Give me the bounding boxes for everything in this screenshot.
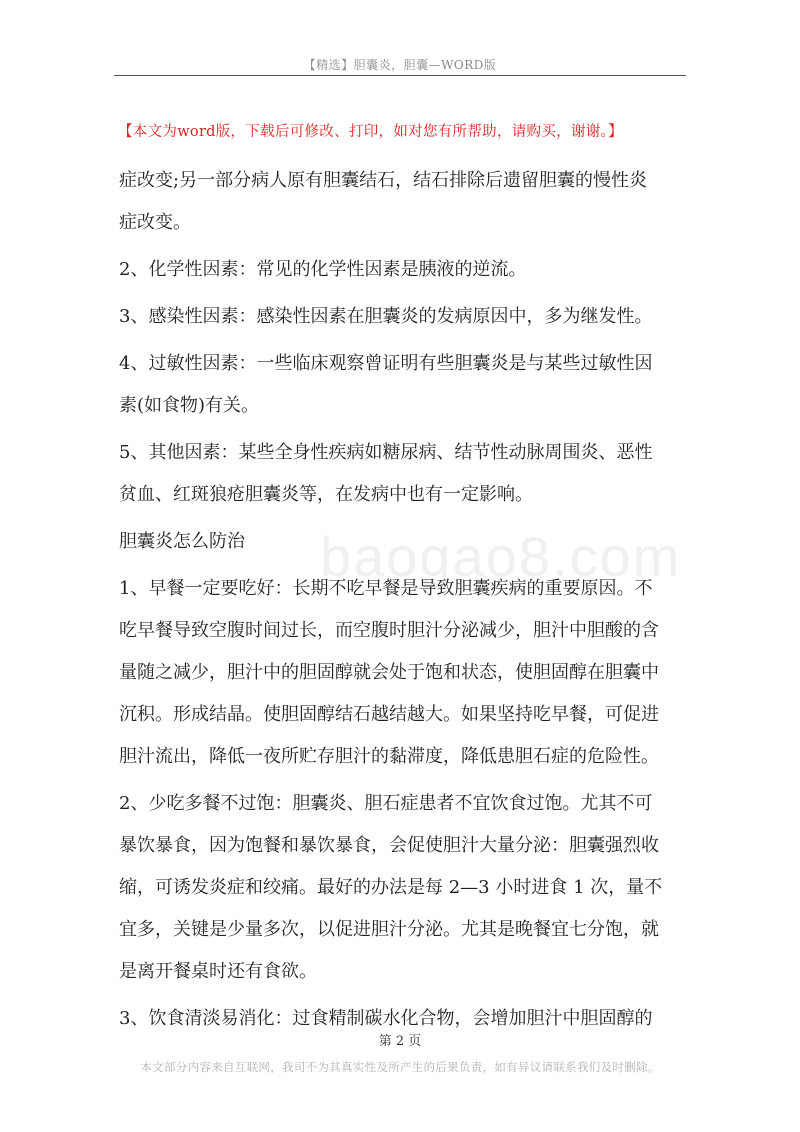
page-header-title: 【精选】胆囊炎，胆囊—WORD版 bbox=[303, 58, 497, 72]
body-line: 症改变。 bbox=[119, 212, 191, 233]
body-line: 素(如食物)有关。 bbox=[119, 395, 260, 416]
body-line: 5、其他因素：某些全身性疾病如糖尿病、结节性动脉周围炎、恶性 bbox=[119, 442, 653, 463]
download-notice: 【本文为word版，下载后可修改、打印，如对您有所帮助，请购买，谢谢。】 bbox=[118, 124, 623, 140]
body-line: 宜多，关键是少量多次，以促进胆汁分泌。尤其是晚餐宜七分饱，就 bbox=[119, 919, 659, 940]
header-divider bbox=[114, 75, 686, 76]
body-line: 贫血、红斑狼疮胆囊炎等，在发病中也有一定影响。 bbox=[119, 484, 533, 505]
watermark-text: baogao8.com bbox=[320, 525, 682, 588]
body-line: 沉积。形成结晶。使胆固醇结石越结越大。如果坚持吃早餐，可促进 bbox=[119, 704, 659, 725]
body-line: 2、少吃多餐不过饱：胆囊炎、胆石症患者不宜饮食过饱。尤其不可 bbox=[119, 793, 653, 814]
body-line: 1、早餐一定要吃好：长期不吃早餐是导致胆囊疾病的重要原因。不 bbox=[119, 578, 653, 599]
body-line: 胆汁流出，降低一夜所贮存胆汁的黏滞度，降低患胆石症的危险性。 bbox=[119, 746, 659, 767]
section-heading: 胆囊炎怎么防治 bbox=[119, 531, 245, 552]
body-line: 吃早餐导致空腹时间过长，而空腹时胆汁分泌减少，胆汁中胆酸的含 bbox=[119, 620, 659, 641]
body-line: 3、感染性因素：感染性因素在胆囊炎的发病原因中，多为继发性。 bbox=[119, 306, 653, 327]
body-line: 症改变;另一部分病人原有胆囊结石，结石排除后遗留胆囊的慢性炎 bbox=[119, 170, 648, 191]
body-line: 2、化学性因素：常见的化学性因素是胰液的逆流。 bbox=[119, 259, 527, 280]
page-number: 第 2 页 bbox=[378, 1034, 422, 1049]
body-line: 缩，可诱发炎症和绞痛。最好的办法是每 2—3 小时进食 1 次，量不 bbox=[119, 877, 663, 898]
footer-disclaimer: 本文部分内容来自互联网，我司不为其真实性及所产生的后果负责，如有异议请联系我们及时删除。 bbox=[140, 1060, 660, 1074]
document-body bbox=[119, 160, 685, 1040]
body-line: 暴饮暴食，因为饱餐和暴饮暴食，会促使胆汁大量分泌：胆囊强烈收 bbox=[119, 835, 659, 856]
body-line: 3、饮食清淡易消化：过食精制碳水化合物，会增加胆汁中胆固醇的 bbox=[119, 1008, 653, 1029]
body-line: 量随之减少，胆汁中的胆固醇就会处于饱和状态，使胆固醇在胆囊中 bbox=[119, 662, 659, 683]
body-line: 是离开餐桌时还有食欲。 bbox=[119, 961, 317, 982]
body-line: 4、过敏性因素：一些临床观察曾证明有些胆囊炎是与某些过敏性因 bbox=[119, 353, 653, 374]
